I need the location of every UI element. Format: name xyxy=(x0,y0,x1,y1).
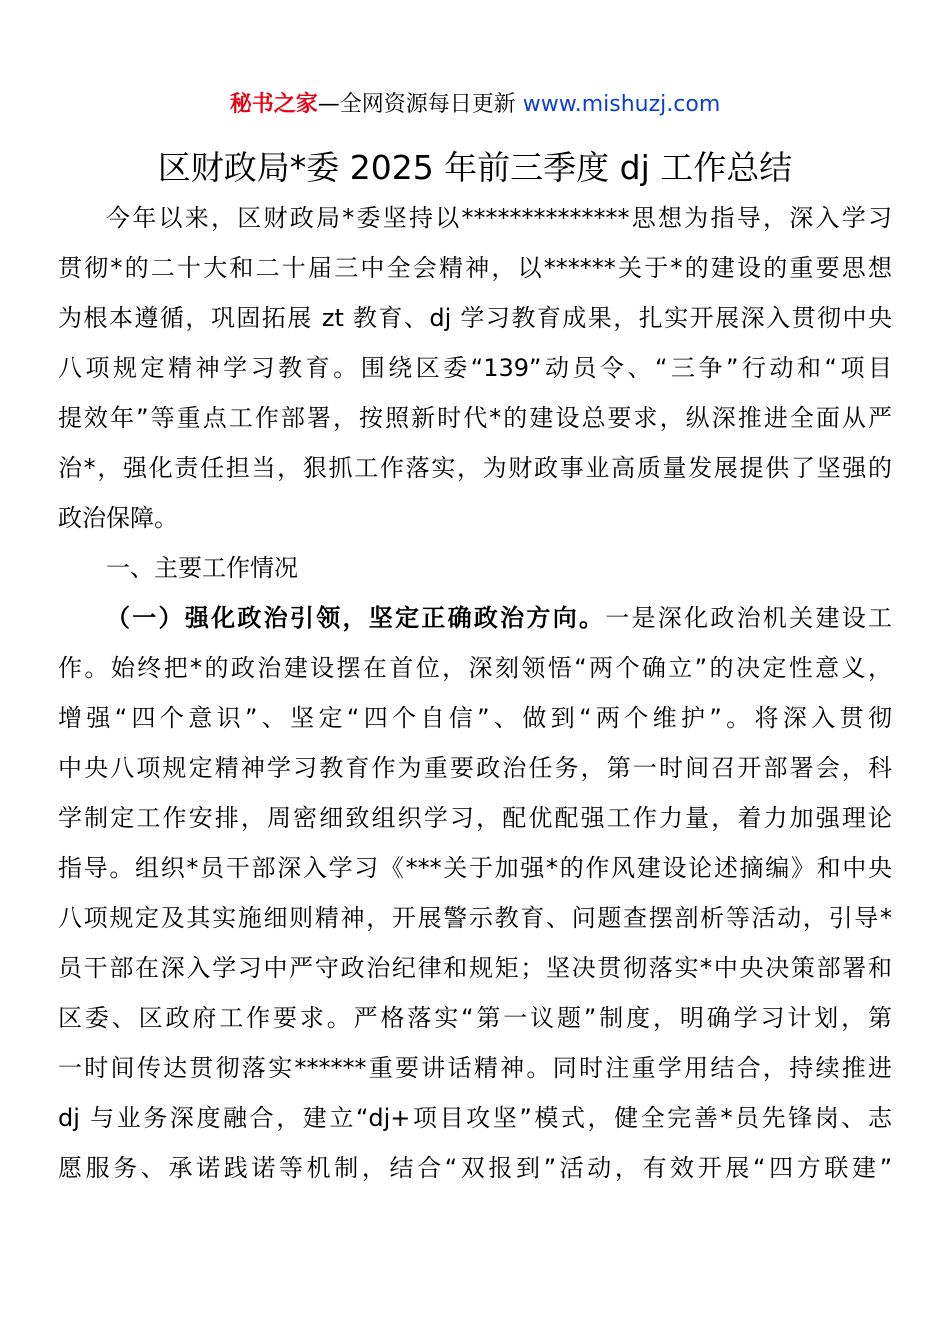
paragraph-line: 治*，强化责任担当，狠抓工作落实，为财政事业高质量发展提供了坚强的 xyxy=(58,454,892,482)
document-body xyxy=(58,193,892,1193)
paragraph-line: 提效年”等重点工作部署，按照新时代*的建设总要求，纵深推进全面从严 xyxy=(58,404,892,432)
subsection-paragraph xyxy=(58,593,892,1193)
paragraph-line: 八项规定及其实施细则精神，开展警示教育、问题查摆剖析等活动，引导* xyxy=(58,904,892,932)
paragraph-line: dj 与业务深度融合，建立“dj+项目攻坚”模式，健全完善*员先锋岗、志 xyxy=(58,1104,892,1132)
paragraph-line: 政治保障。 xyxy=(58,504,178,532)
site-url-link[interactable]: www.mishuzj.com xyxy=(522,92,721,117)
paragraph-line: 今年以来，区财政局*委坚持以**************思想为指导，深入学习 xyxy=(106,204,892,232)
subsection-lead-line xyxy=(58,593,892,643)
paragraph-line: 作。始终把*的政治建设摆在首位，深刻领悟“两个确立”的决定性意义， xyxy=(58,654,892,682)
paragraph-line: 增强“四个意识”、坚定“四个自信”、做到“两个维护”。将深入贯彻 xyxy=(58,704,892,732)
paragraph-line: 区委、区政府工作要求。严格落实“第一议题”制度，明确学习计划，第 xyxy=(58,1004,892,1032)
paragraph-line: 八项规定精神学习教育。围绕区委“139”动员令、“三争”行动和“项目 xyxy=(58,354,892,382)
paragraph-line: 贯彻*的二十大和二十届三中全会精神，以******关于*的建设的重要思想 xyxy=(58,254,892,282)
document-title: 区财政局*委 2025 年前三季度 dj 工作总结 xyxy=(157,148,793,187)
subsection-heading: （一）强化政治引领，坚定正确政治方向。 xyxy=(106,604,606,632)
paragraph-line: 为根本遵循，巩固拓展 zt 教育、dj 学习教育成果，扎实开展深入贯彻中央 xyxy=(58,304,892,332)
subsection-lead-text: 一是深化政治机关建设工 xyxy=(605,604,892,632)
paragraph-line: 中央八项规定精神学习教育作为重要政治任务，第一时间召开部署会，科 xyxy=(58,754,892,782)
site-banner xyxy=(0,88,950,122)
intro-paragraph xyxy=(58,193,892,543)
paragraph-line: 愿服务、承诺践诺等机制，结合“双报到”活动，有效开展“四方联建” xyxy=(58,1154,892,1182)
paragraph-line: 员干部在深入学习中严守政治纪律和规矩；坚决贯彻落实*中央决策部署和 xyxy=(58,954,892,982)
section-heading: 一、主要工作情况 xyxy=(106,554,298,582)
paragraph-line: 指导。组织*员干部深入学习《***关于加强*的作风建设论述摘编》和中央 xyxy=(58,854,892,882)
site-brand: 秘书之家 xyxy=(229,92,318,117)
paragraph-line: 一时间传达贯彻落实******重要讲话精神。同时注重学用结合，持续推进 xyxy=(58,1054,892,1082)
site-slogan: —全网资源每日更新 xyxy=(317,92,523,117)
paragraph-line: 学制定工作安排，周密细致组织学习，配优配强工作力量，着力加强理论 xyxy=(58,804,892,832)
